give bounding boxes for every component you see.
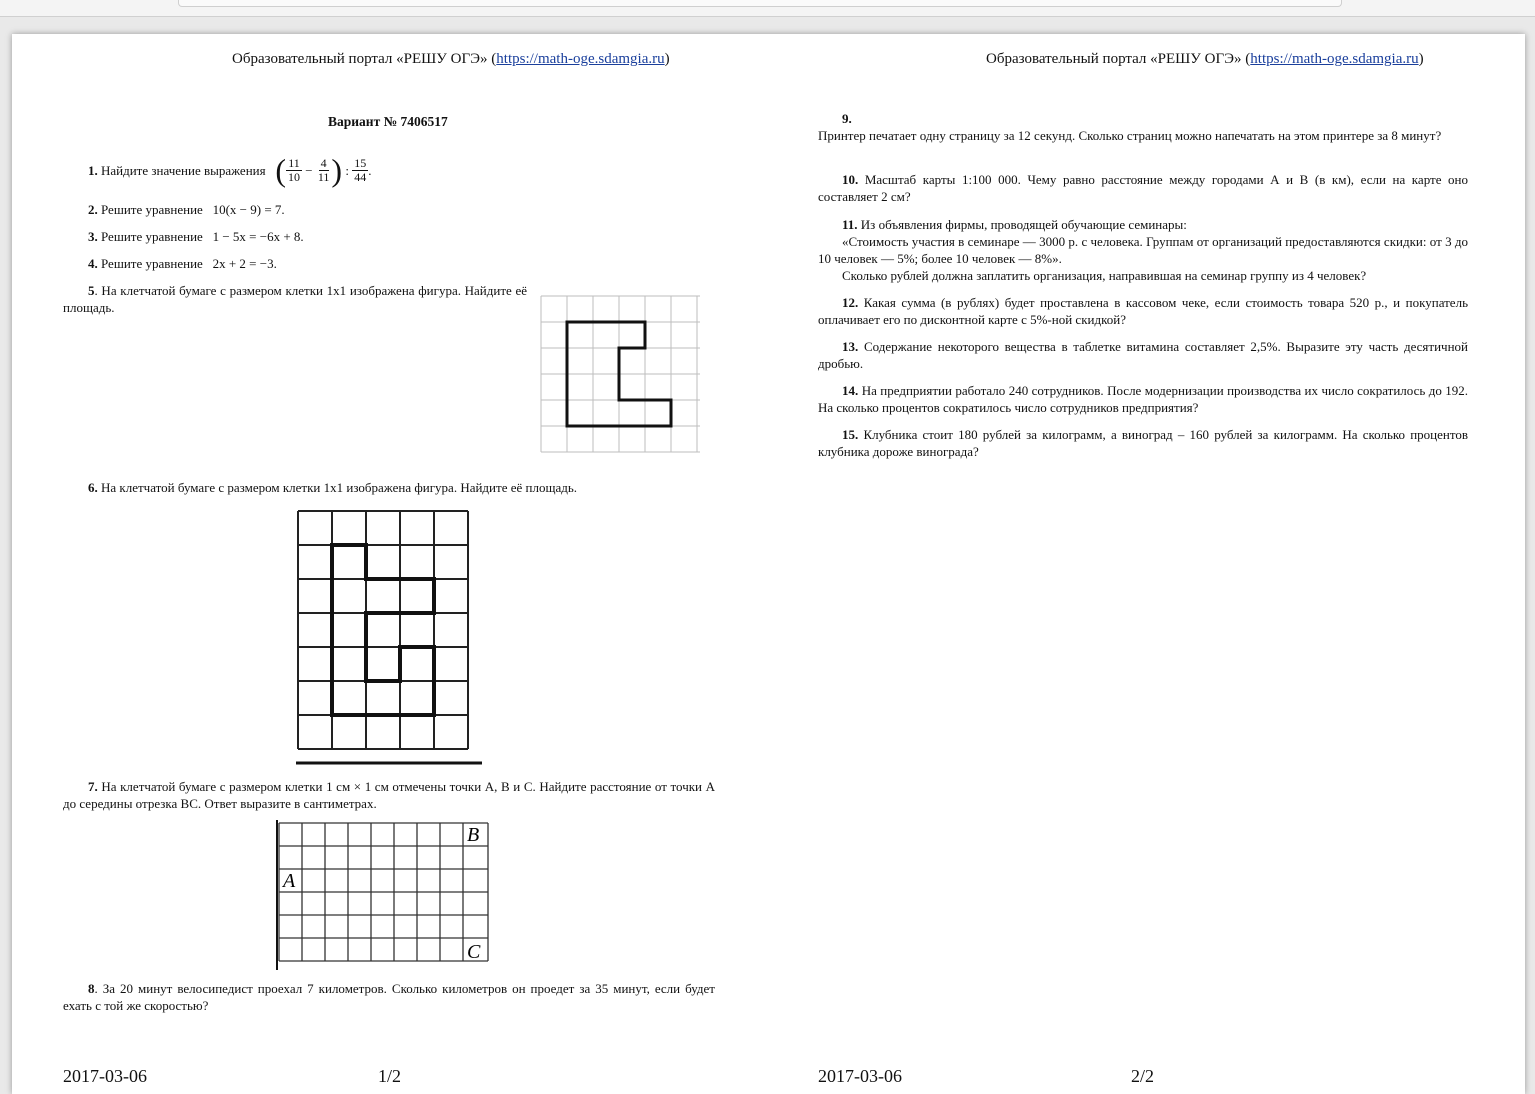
page1-header <box>232 51 670 68</box>
problem-text: Клубника стоит 180 рублей за килограмм, а виноград – 160 рублей за килограмм. На сколько процентов клубника дороже винограда? <box>818 427 1469 459</box>
figure-outline <box>332 545 434 715</box>
problem-12 <box>818 294 1468 328</box>
problem-5-grid-figure <box>540 295 702 455</box>
problem-text: Масштаб карты 1:100 000. Чему равно расстояние между городами А и В (в км), если на карте оно составляет 2 см? <box>818 172 1469 204</box>
browser-tab-strip <box>178 0 1342 7</box>
colon-sign: : <box>342 162 353 178</box>
problem-text: Решите уравнение <box>101 202 203 217</box>
header-suffix: ) <box>1418 51 1424 67</box>
header-link[interactable]: https://math-oge.sdamgia.ru <box>496 51 665 67</box>
problem-number: 2. <box>88 202 98 217</box>
problem-text: Какая сумма (в рублях) будет проставлена в кассовом чеке, если стоимость товара 520 р., и покупатель оплачивает его по дисконтной карте с 5%-ной скидкой? <box>818 295 1468 327</box>
fraction-numerator: 11 <box>288 155 300 170</box>
problem-15 <box>818 426 1468 460</box>
equation: 1 − 5x = −6x + 8. <box>212 229 304 244</box>
problem-line <box>818 216 1468 233</box>
problem-number: 15. <box>842 427 859 442</box>
problem-9 <box>818 127 1468 144</box>
fraction-b <box>316 157 332 184</box>
fraction-numerator: 15 <box>354 155 367 170</box>
grid-lines <box>279 823 488 961</box>
problem-quote: «Стоимость участия в семинаре — 3000 р. с человека. Группам от организаций предоставляются скидки: от 3 до 10 человек — 5%; более 10 человек — 8%». <box>818 234 1468 266</box>
header-suffix: ) <box>664 51 670 67</box>
problem-9-number <box>842 110 852 127</box>
problem-3 <box>88 228 304 245</box>
problem-text: Содержание некоторого вещества в таблетке витамина составляет 2,5%. Выразите эту часть десятичной дробью. <box>818 339 1468 371</box>
problem-question: Сколько рублей должна заплатить организация, направившая на семинар группу из 4 человек? <box>842 268 1367 283</box>
problem-4 <box>88 255 277 272</box>
right-paren: ) <box>331 152 343 188</box>
problem-13 <box>818 338 1468 372</box>
point-a-label: A <box>283 870 296 892</box>
problem-5 <box>63 282 527 316</box>
problem-number: 7. <box>88 779 98 794</box>
variant-title: Вариант № 7406517 <box>328 114 448 129</box>
footer-date: 2017-03-06 <box>818 1066 902 1086</box>
fraction-denominator: 11 <box>317 169 330 184</box>
problem-number: 12. <box>842 295 859 310</box>
problem-text: Из объявления фирмы, проводящей обучающие семинары: <box>860 217 1187 232</box>
footer-date: 2017-03-06 <box>63 1066 147 1086</box>
equation: 10(x − 9) = 7. <box>212 202 285 217</box>
problem-text: На предприятии работало 240 сотрудников. После модернизации производства их число сократилось до 192. На сколько процентов сократилось число сотрудников предприятия? <box>818 383 1469 415</box>
header-prefix: Образовательный портал «РЕШУ ОГЭ» ( <box>986 51 1251 67</box>
problem-number: 9. <box>842 111 852 126</box>
problem-text: Решите уравнение <box>101 256 203 271</box>
problem-text: Найдите значение выражения <box>101 162 266 178</box>
problem-number: 14. <box>842 383 859 398</box>
problem-1 <box>88 150 371 190</box>
left-paren: ( <box>275 152 286 188</box>
problem-8 <box>63 980 715 1014</box>
problem-number: 3. <box>88 229 98 244</box>
problem-text: На клетчатой бумаге с размером клетки 1х1 изображена фигура. Найдите её площадь. <box>101 480 578 495</box>
problem-text: Решите уравнение <box>101 229 203 244</box>
fraction-denominator: 10 <box>288 169 300 184</box>
problem-11 <box>818 216 1468 284</box>
fraction-c <box>352 157 368 184</box>
footer-page-number: 2/2 <box>1131 1066 1155 1086</box>
problem-14 <box>818 382 1468 416</box>
problem-number: 6. <box>88 480 98 495</box>
fraction-numerator: 4 <box>320 155 327 170</box>
problem-number: 13. <box>842 339 859 354</box>
equation: 2x + 2 = −3. <box>212 256 277 271</box>
footer-page-number: 1/2 <box>378 1066 402 1086</box>
problem-7-grid-figure <box>274 820 492 972</box>
problem-number: 11. <box>842 217 858 232</box>
problem-text: . За 20 минут велосипедист проехал 7 километров. Сколько километров он проедет за 35 минут, если будет ехать с той же скоростью? <box>63 981 715 1013</box>
period: . <box>368 162 372 178</box>
header-prefix: Образовательный портал «РЕШУ ОГЭ» ( <box>232 51 497 67</box>
minus-sign: − <box>302 162 316 178</box>
problem-7 <box>63 778 715 812</box>
problem-number: 10. <box>842 172 859 187</box>
fraction-denominator: 44 <box>354 169 367 184</box>
page2-header <box>986 51 1424 68</box>
problem-number: 8 <box>88 981 95 996</box>
problem-10 <box>818 171 1468 205</box>
problem-number: 4. <box>88 256 98 271</box>
fraction-a <box>286 157 302 184</box>
problem-text: Принтер печатает одну страницу за 12 секунд. Сколько страниц можно напечатать на этом принтере за 8 минут? <box>818 128 1442 143</box>
problem-text: На клетчатой бумаге с размером клетки 1 см × 1 см отмечены точки A, B и C. Найдите расстояние от точки A до середины отрезка BC. Ответ выразите в сантиметрах. <box>63 779 715 811</box>
problem-2 <box>88 201 285 218</box>
problem-number: 1. <box>88 162 98 178</box>
problem-text: . На клетчатой бумаге с размером клетки 1х1 изображена фигура. Найдите её площадь. <box>63 283 527 315</box>
header-link[interactable]: https://math-oge.sdamgia.ru <box>1250 51 1419 67</box>
point-c-label: C <box>467 941 481 963</box>
problem-6-grid-figure <box>296 509 484 767</box>
problem-6 <box>88 479 577 496</box>
problem-number: 5 <box>88 283 95 298</box>
browser-top-bar <box>0 0 1535 17</box>
point-b-label: B <box>467 824 480 846</box>
